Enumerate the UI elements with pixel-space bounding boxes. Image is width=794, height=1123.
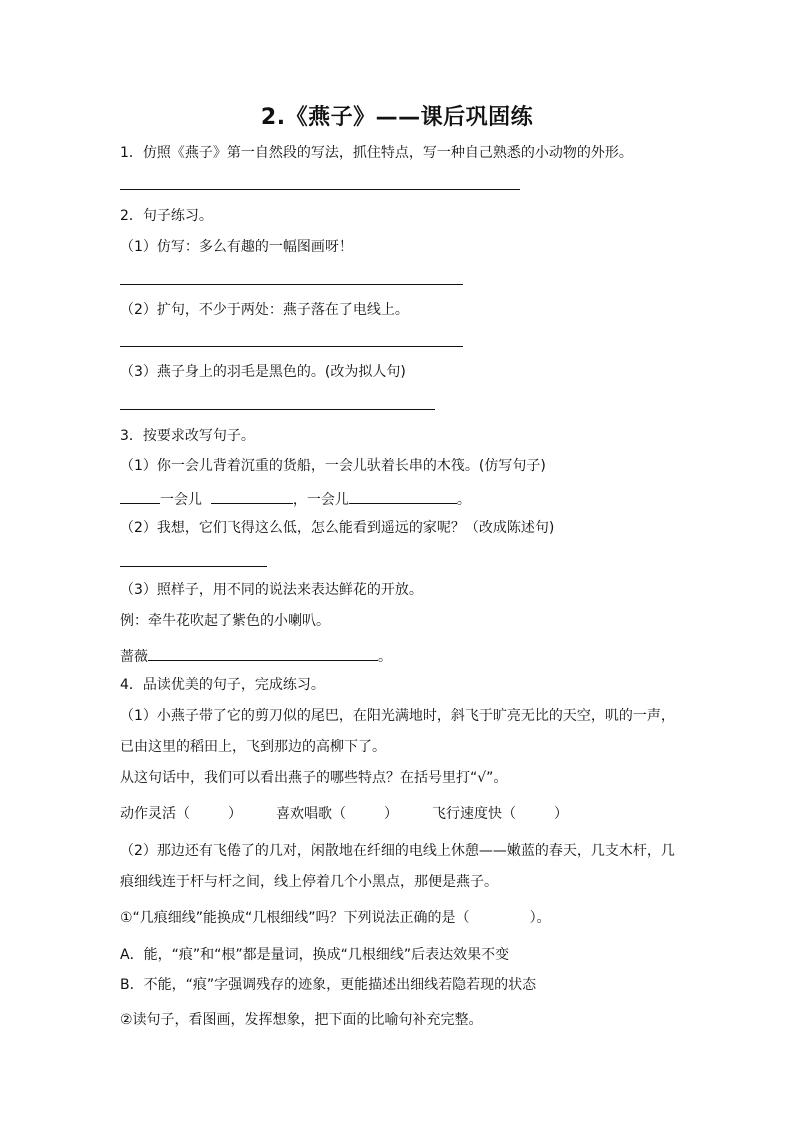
q4-1-question: 从这句话中，我们可以看出燕子的哪些特点？在括号里打“√”。 bbox=[120, 770, 508, 786]
option-singing: 喜欢唱歌（ bbox=[276, 806, 346, 822]
page-title: 2.《燕子》——课后巩固练 bbox=[260, 105, 534, 130]
q4-1-options: 动作灵活（ ） 喜欢唱歌（ ） 飞行速度快（ ） bbox=[120, 806, 568, 822]
option-agile: 动作灵活（ bbox=[120, 806, 190, 822]
q3-1-prompt: （1）你一会儿背着沉重的货船，一会儿驮着长串的木筏。(仿写句子) bbox=[120, 458, 546, 474]
q3-heading: 3．按要求改写句子。 bbox=[120, 428, 255, 444]
q2-1-answer-line[interactable] bbox=[120, 284, 463, 285]
q4-heading: 4．品读优美的句子，完成练习。 bbox=[120, 677, 325, 693]
q4-1-passage-line-1: （1）小燕子带了它的剪刀似的尾巴，在阳光满地时，斜飞于旷亮无比的天空，叽的一声， bbox=[120, 708, 675, 724]
q1-answer-line[interactable] bbox=[120, 189, 520, 190]
q4-2-sub2-prompt: ②读句子，看图画，发挥想象，把下面的比喻句补充完整。 bbox=[120, 1012, 483, 1028]
q3-1-blank-2[interactable] bbox=[211, 487, 293, 504]
q3-3-rose-end: 。 bbox=[378, 649, 392, 665]
q3-1-fill-line bbox=[120, 487, 471, 510]
q3-3-fill-line bbox=[120, 644, 392, 667]
q2-3-answer-line[interactable] bbox=[120, 409, 435, 410]
q4-1-passage-line-2: 已由这里的稻田上，飞到那边的高柳下了。 bbox=[120, 739, 386, 755]
q3-3-rose-label: 蔷薇 bbox=[120, 649, 148, 665]
q3-1-fill-end: 。 bbox=[456, 492, 471, 508]
q3-1-fill-a: 一会儿 bbox=[160, 492, 202, 508]
q3-1-fill-b: ，一会儿 bbox=[292, 492, 349, 508]
q4-2-passage-line-2: 痕细线连于杆与杆之间，线上停着几个小黑点，那便是燕子。 bbox=[120, 874, 498, 890]
q3-1-blank-1[interactable] bbox=[120, 487, 160, 504]
q4-2-passage-line-1: （2）那边还有飞倦了的几对，闲散地在纤细的电线上休憩——嫩蓝的春天，几支木杆，几 bbox=[120, 843, 675, 859]
choice-a: A．能，“痕”和“根”都是量词，换成“几根细线”后表达效果不变 bbox=[120, 947, 510, 963]
option-fast: 飞行速度快（ bbox=[432, 806, 516, 822]
q3-2-prompt: （2）我想，它们飞得这么低，怎么能看到遥远的家呢？（改成陈述句) bbox=[120, 520, 555, 536]
q1-prompt: 1．仿照《燕子》第一自然段的写法，抓住特点，写一种自己熟悉的小动物的外形。 bbox=[120, 145, 633, 161]
q2-3-prompt: （3）燕子身上的羽毛是黑色的。(改为拟人句) bbox=[120, 364, 406, 380]
q3-3-prompt: （3）照样子，用不同的说法来表达鲜花的开放。 bbox=[120, 582, 423, 598]
q4-2-sub1-question: ①“几痕细线”能换成“几根细线”吗？下列说法正确的是（ ）。 bbox=[120, 910, 551, 926]
q2-2-answer-line[interactable] bbox=[120, 346, 463, 347]
q3-1-blank-3[interactable] bbox=[349, 487, 457, 504]
q2-1-prompt: （1）仿写：多么有趣的一幅图画呀！ bbox=[120, 239, 353, 255]
q2-heading: 2．句子练习。 bbox=[120, 208, 213, 224]
choice-b: B．不能，“痕”字强调残存的迹象，更能描述出细线若隐若现的状态 bbox=[120, 977, 537, 993]
q3-3-example: 例：牵牛花吹起了紫色的小喇叭。 bbox=[120, 613, 330, 629]
q3-2-answer-line[interactable] bbox=[120, 566, 267, 567]
q3-3-blank[interactable] bbox=[148, 644, 378, 661]
q2-2-prompt: （2）扩句，不少于两处：燕子落在了电线上。 bbox=[120, 302, 409, 318]
